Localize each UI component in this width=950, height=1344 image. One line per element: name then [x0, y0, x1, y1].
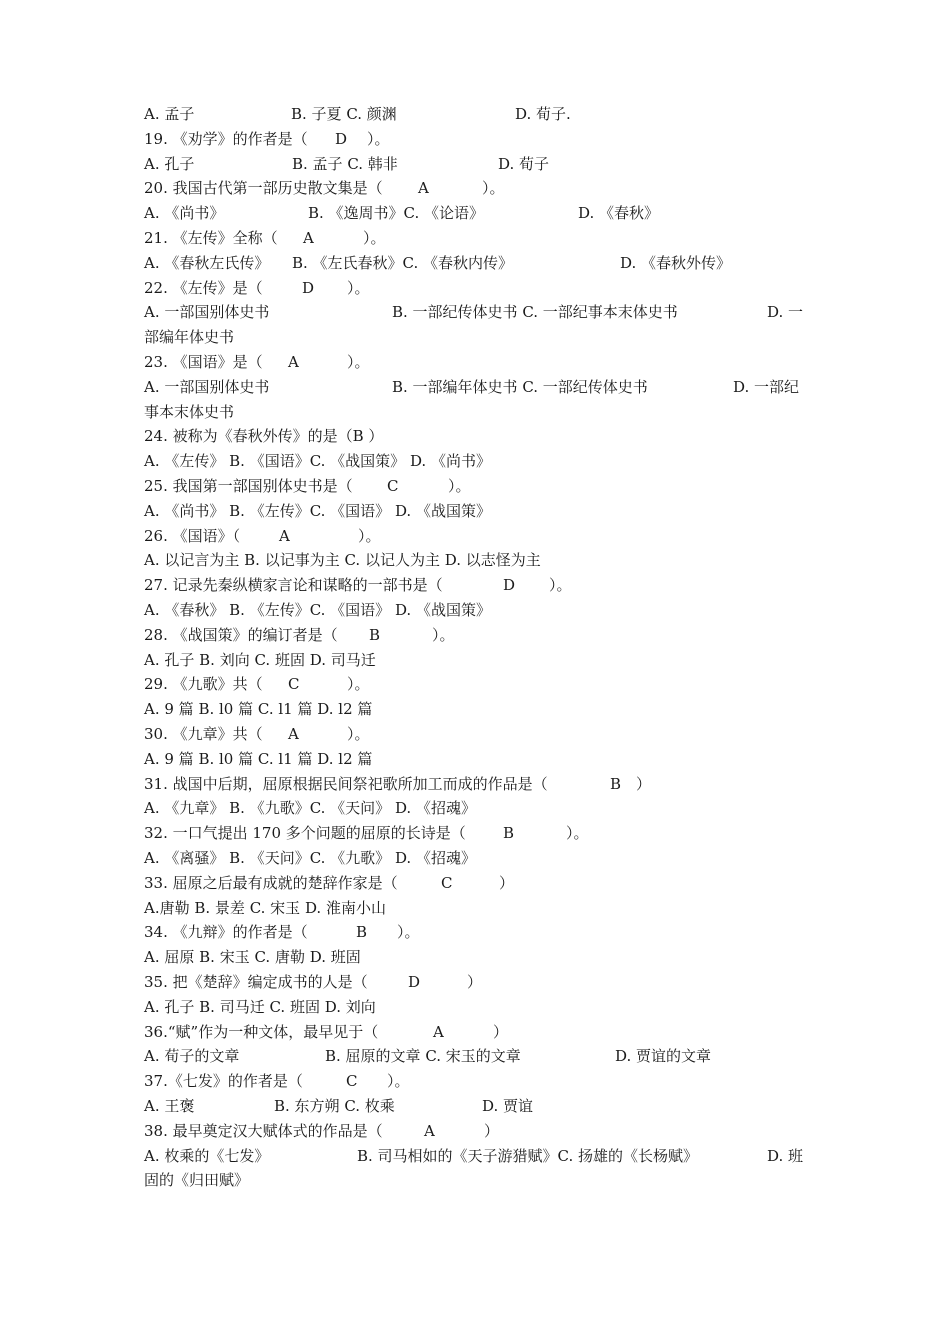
text-segment: ）: [636, 775, 652, 793]
text-line: [0, 772, 950, 796]
text-segment: 36.“赋”作为一种文体，最早见于（: [144, 1023, 379, 1041]
text-segment: D. 《春秋》: [578, 204, 660, 222]
text-line: [0, 648, 950, 672]
text-segment: B. 司马相如的《天子游猎赋》C. 扬雄的《长杨赋》: [357, 1147, 699, 1165]
text-segment: A: [418, 179, 429, 197]
text-segment: D. 荀子: [498, 155, 550, 173]
text-line: [0, 945, 950, 969]
text-segment: A: [424, 1122, 435, 1140]
text-segment: 35. 把《楚辞》编定成书的人是（: [144, 973, 368, 991]
text-segment: ）。: [397, 923, 420, 941]
text-segment: 26. 《国语》（: [144, 527, 241, 545]
text-line: [0, 548, 950, 572]
text-segment: 21. 《左传》全称（: [144, 229, 278, 247]
text-line: [0, 201, 950, 225]
text-line: [0, 176, 950, 200]
text-segment: ）。: [387, 1072, 410, 1090]
text-segment: A. 枚乘的《七发》: [144, 1147, 270, 1165]
text-line: [0, 623, 950, 647]
text-segment: 22. 《左传》是（: [144, 279, 263, 297]
text-segment: B. 一部编年体史书 C. 一部纪传体史书: [392, 378, 648, 396]
text-segment: ）。: [347, 353, 370, 371]
text-line: [0, 821, 950, 845]
text-segment: B. 孟子 C. 韩非: [292, 155, 398, 173]
text-segment: ）: [467, 973, 483, 991]
text-line: [0, 1168, 950, 1192]
text-segment: A.唐勒 B. 景差 C. 宋玉 D. 淮南小山: [144, 899, 386, 917]
text-segment: 事本末体史书: [144, 403, 235, 421]
text-segment: ）。: [347, 725, 370, 743]
text-segment: A. 《九章》 B. 《九歌》C. 《天问》 D. 《招魂》: [144, 799, 476, 817]
text-line: [0, 697, 950, 721]
text-segment: D. 班: [767, 1147, 804, 1165]
text-segment: D: [335, 130, 348, 148]
text-segment: ）。: [566, 824, 589, 842]
text-line: [0, 102, 950, 126]
text-segment: A: [288, 353, 299, 371]
text-segment: A: [288, 725, 299, 743]
text-segment: C: [346, 1072, 358, 1090]
text-segment: 25. 我国第一部国别体史书是（: [144, 477, 353, 495]
text-segment: 29. 《九歌》共（: [144, 675, 263, 693]
text-line: [0, 995, 950, 1019]
text-segment: A. 《尚书》: [144, 204, 225, 222]
text-segment: D. 贾谊: [482, 1097, 534, 1115]
text-segment: ）。: [482, 179, 505, 197]
text-segment: 部编年体史书: [144, 328, 235, 346]
text-segment: A. 9 篇 B. l0 篇 C. l1 篇 D. l2 篇: [144, 700, 373, 718]
text-segment: A. 王褒: [144, 1097, 195, 1115]
text-segment: D: [302, 279, 315, 297]
text-line: [0, 896, 950, 920]
text-line: [0, 846, 950, 870]
text-line: [0, 127, 950, 151]
text-segment: 固的《归田赋》: [144, 1171, 250, 1189]
text-segment: A. 《春秋左氏传》: [144, 254, 270, 272]
text-segment: B: [503, 824, 515, 842]
text-segment: 19. 《劝学》的作者是（: [144, 130, 308, 148]
text-segment: A. 9 篇 B. l0 篇 C. l1 篇 D. l2 篇: [144, 750, 373, 768]
text-segment: B. 《逸周书》C. 《论语》: [308, 204, 485, 222]
text-line: [0, 1119, 950, 1143]
text-line: [0, 672, 950, 696]
text-line: [0, 325, 950, 349]
text-line: [0, 722, 950, 746]
text-segment: A. 《春秋》 B. 《左传》C. 《国语》 D. 《战国策》: [144, 601, 491, 619]
text-segment: ）: [493, 1023, 509, 1041]
text-line: [0, 871, 950, 895]
text-segment: A. 孔子: [144, 155, 195, 173]
text-segment: A. 一部国别体史书: [144, 303, 270, 321]
text-segment: 23. 《国语》是（: [144, 353, 263, 371]
text-line: [0, 449, 950, 473]
text-segment: A: [279, 527, 290, 545]
text-segment: D. 《春秋外传》: [620, 254, 732, 272]
text-segment: D: [408, 973, 421, 991]
text-segment: 28. 《战国策》的编订者是（: [144, 626, 338, 644]
text-segment: ）。: [347, 279, 370, 297]
text-line: [0, 276, 950, 300]
text-segment: ）。: [448, 477, 471, 495]
text-segment: 37.《七发》的作者是（: [144, 1072, 303, 1090]
text-segment: 34. 《九辩》的作者是（: [144, 923, 308, 941]
text-segment: ）: [499, 874, 515, 892]
text-segment: ）。: [363, 229, 386, 247]
text-segment: A. 《左传》 B. 《国语》C. 《战国策》 D. 《尚书》: [144, 452, 491, 470]
text-segment: ）。: [549, 576, 572, 594]
text-segment: ）。: [367, 130, 390, 148]
text-segment: B. 子夏 C. 颜渊: [291, 105, 397, 123]
text-line: [0, 424, 950, 448]
text-line: [0, 1144, 950, 1168]
text-line: [0, 300, 950, 324]
text-line: [0, 970, 950, 994]
text-line: [0, 400, 950, 424]
text-line: [0, 375, 950, 399]
text-segment: A. 孔子 B. 刘向 C. 班固 D. 司马迁: [144, 651, 376, 669]
text-segment: A: [433, 1023, 444, 1041]
text-segment: A. 屈原 B. 宋玉 C. 唐勒 D. 班固: [144, 948, 361, 966]
text-segment: 20. 我国古代第一部历史散文集是（: [144, 179, 383, 197]
text-segment: A. 孔子 B. 司马迁 C. 班固 D. 刘向: [144, 998, 376, 1016]
text-segment: A. 孟子: [144, 105, 195, 123]
text-segment: D. 贾谊的文章: [615, 1047, 712, 1065]
text-line: [0, 1094, 950, 1118]
text-line: [0, 747, 950, 771]
text-line: [0, 524, 950, 548]
text-line: [0, 350, 950, 374]
text-segment: 30. 《九章》共（: [144, 725, 263, 743]
text-line: [0, 1069, 950, 1093]
text-segment: A. 荀子的文章: [144, 1047, 240, 1065]
text-segment: 33. 屈原之后最有成就的楚辞作家是（: [144, 874, 398, 892]
text-line: [0, 251, 950, 275]
text-segment: A. 《尚书》 B. 《左传》C. 《国语》 D. 《战国策》: [144, 502, 491, 520]
text-segment: B. 屈原的文章 C. 宋玉的文章: [325, 1047, 521, 1065]
text-segment: D. 一: [767, 303, 804, 321]
text-segment: D: [503, 576, 516, 594]
text-segment: 32. 一口气提出 170 多个问题的屈原的长诗是（: [144, 824, 466, 842]
text-segment: C: [288, 675, 300, 693]
text-line: [0, 152, 950, 176]
text-segment: B: [356, 923, 368, 941]
text-segment: C: [441, 874, 453, 892]
text-segment: A: [303, 229, 314, 247]
text-segment: ）。: [358, 527, 381, 545]
text-line: [0, 796, 950, 820]
text-line: [0, 598, 950, 622]
text-segment: D. 一部纪: [733, 378, 800, 396]
text-segment: B. 东方朔 C. 枚乘: [274, 1097, 395, 1115]
text-segment: ）: [484, 1122, 500, 1140]
text-line: [0, 1044, 950, 1068]
text-line: [0, 226, 950, 250]
text-line: [0, 474, 950, 498]
text-line: [0, 1020, 950, 1044]
text-segment: B. 《左氏春秋》C. 《春秋内传》: [292, 254, 514, 272]
text-segment: B: [369, 626, 381, 644]
text-segment: B. 一部纪传体史书 C. 一部纪事本末体史书: [392, 303, 678, 321]
text-line: [0, 499, 950, 523]
text-segment: ）。: [347, 675, 370, 693]
text-segment: 38. 最早奠定汉大赋体式的作品是（: [144, 1122, 383, 1140]
text-segment: D. 荀子.: [515, 105, 571, 123]
text-segment: 24. 被称为《春秋外传》的是（B ）: [144, 427, 384, 445]
text-segment: 31. 战国中后期，屈原根据民间祭祀歌所加工而成的作品是（: [144, 775, 548, 793]
text-segment: 27. 记录先秦纵横家言论和谋略的一部书是（: [144, 576, 443, 594]
text-line: [0, 920, 950, 944]
text-segment: ）。: [432, 626, 455, 644]
text-segment: C: [387, 477, 399, 495]
text-segment: B: [610, 775, 622, 793]
text-line: [0, 573, 950, 597]
text-segment: A. 《离骚》 B. 《天问》C. 《九歌》 D. 《招魂》: [144, 849, 476, 867]
text-segment: A. 以记言为主 B. 以记事为主 C. 以记人为主 D. 以志怪为主: [144, 551, 541, 569]
text-segment: A. 一部国别体史书: [144, 378, 270, 396]
